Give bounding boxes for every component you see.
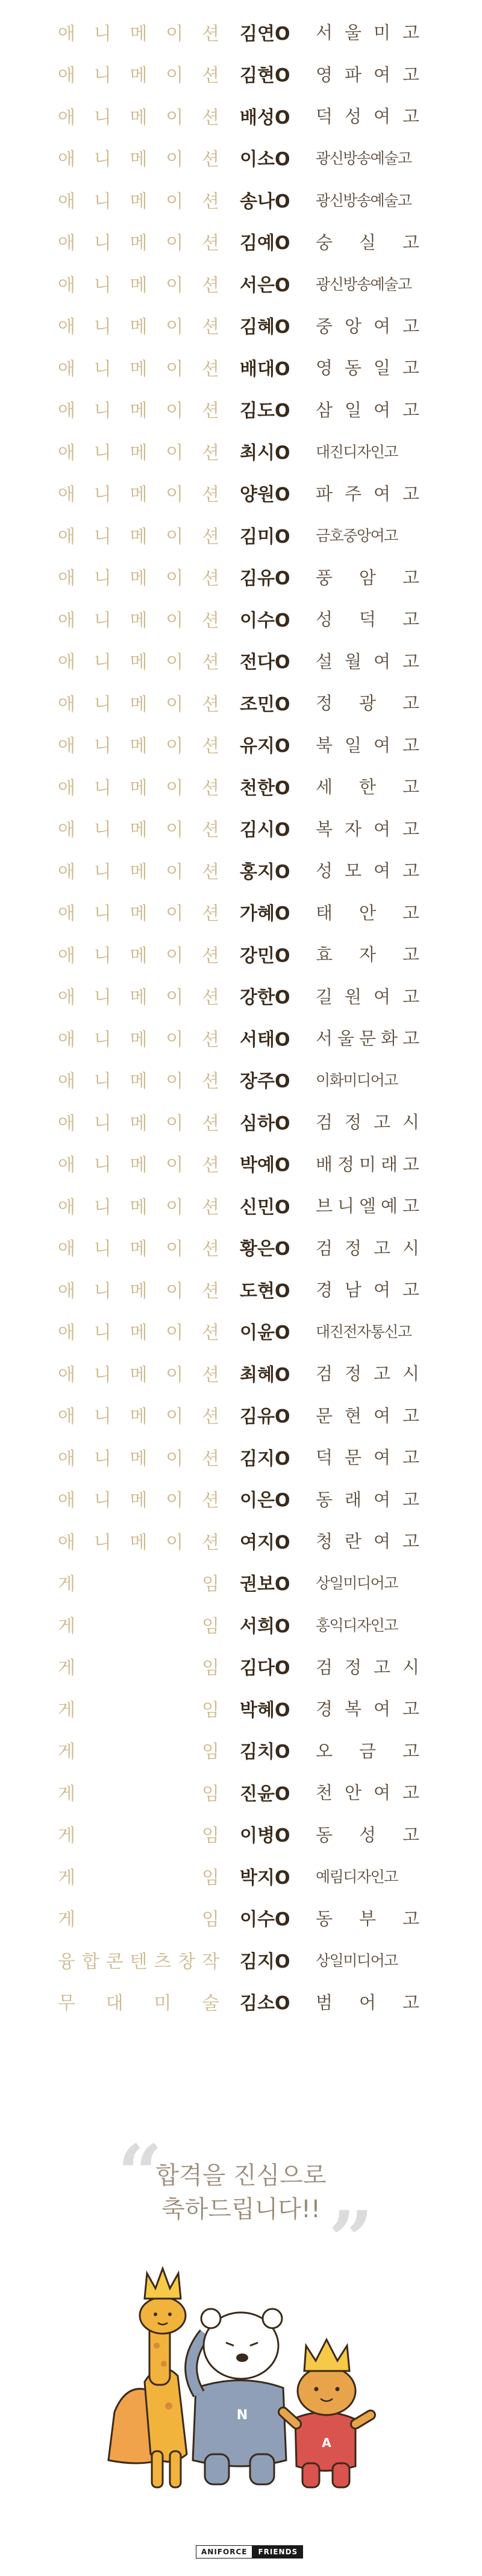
school-name: 검 정 고 시 (316, 1237, 419, 1258)
list-item (0, 1897, 482, 1939)
student-name: 김예O (240, 233, 290, 254)
department-label: 애 니 메 이 션 (58, 65, 219, 87)
student-name: 서은O (240, 274, 290, 296)
department-label: 애 니 메 이 션 (58, 610, 219, 631)
department-label: 게 임 (58, 1615, 219, 1637)
list-item (0, 305, 482, 347)
student-name: 김시O (240, 819, 290, 841)
list-item (0, 1813, 482, 1855)
student-name: 김지O (240, 1951, 290, 1972)
school-name: 상일미디어고 (316, 1951, 398, 1969)
department-label: 애 니 메 이 션 (58, 1071, 219, 1093)
list-item (0, 1855, 482, 1897)
svg-text:N: N (236, 2408, 248, 2423)
department-label: 애 니 메 이 션 (58, 945, 219, 967)
list-item (0, 640, 482, 682)
student-name: 배대O (240, 358, 290, 380)
student-name: 박지O (240, 1867, 290, 1889)
department-label: 애 니 메 이 션 (58, 1406, 219, 1428)
department-label: 애 니 메 이 션 (58, 1239, 219, 1260)
school-name: 태 안 고 (316, 902, 419, 923)
school-name: 광신방송예술고 (316, 191, 412, 209)
student-name: 김소O (240, 1993, 290, 2015)
school-name: 광신방송예술고 (316, 275, 412, 293)
department-label: 게 임 (58, 1909, 219, 1931)
department-label: 애 니 메 이 션 (58, 861, 219, 883)
school-name: 영 동 일 고 (316, 358, 419, 379)
student-name: 서태O (240, 1029, 290, 1050)
department-label: 애 니 메 이 션 (58, 568, 219, 590)
department-label: 애 니 메 이 션 (58, 777, 219, 799)
department-label: 게 임 (58, 1825, 219, 1847)
student-name: 가혜O (240, 903, 290, 925)
list-item (0, 11, 482, 53)
svg-text:A: A (322, 2436, 331, 2450)
closing-section (0, 2123, 482, 2576)
student-name: 김유O (240, 1406, 290, 1428)
department-label: 애 니 메 이 션 (58, 442, 219, 464)
student-name: 전다O (240, 652, 290, 674)
school-name: 검 정 고 시 (316, 1656, 419, 1678)
list-item (0, 1394, 482, 1436)
department-label: 애 니 메 이 션 (58, 191, 219, 212)
list-item (0, 1478, 482, 1520)
student-name: 강민O (240, 945, 290, 967)
student-name: 김다O (240, 1658, 290, 1679)
list-item (0, 1352, 482, 1394)
list-item (0, 388, 482, 431)
list-item (0, 221, 482, 263)
department-label: 무 대 미 술 (58, 1993, 219, 2015)
school-name: 범 어 고 (316, 1992, 419, 2013)
crown-icon (304, 2340, 349, 2371)
school-name: 상일미디어고 (316, 1574, 398, 1593)
student-name: 양원O (240, 484, 290, 506)
logo-part-1: ANIFORCE (196, 2545, 252, 2559)
department-label: 애 니 메 이 션 (58, 1532, 219, 1553)
list-item (0, 346, 482, 388)
close-quote-mark: ” (328, 2194, 374, 2286)
department-label: 애 니 메 이 션 (58, 1113, 219, 1134)
list-item (0, 1226, 482, 1269)
student-name: 이소O (240, 149, 290, 171)
school-name: 세 한 고 (316, 777, 419, 798)
student-name: 황은O (240, 1239, 290, 1260)
student-name: 도현O (240, 1280, 290, 1302)
department-label: 게 임 (58, 1699, 219, 1721)
department-label: 게 임 (58, 1783, 219, 1805)
department-label: 애 니 메 이 션 (58, 1196, 219, 1218)
department-label: 애 니 메 이 션 (58, 1155, 219, 1176)
department-label: 애 니 메 이 션 (58, 107, 219, 128)
department-label: 애 니 메 이 션 (58, 987, 219, 1009)
department-label: 애 니 메 이 션 (58, 358, 219, 380)
school-name: 문 현 여 고 (316, 1405, 419, 1426)
school-name: 이화미디어고 (316, 1072, 398, 1090)
department-label: 애 니 메 이 션 (58, 526, 219, 548)
school-name: 검 정 고 시 (316, 1112, 419, 1133)
department-label: 애 니 메 이 션 (58, 1364, 219, 1386)
student-name: 김유O (240, 568, 290, 590)
student-name: 이은O (240, 1490, 290, 1512)
school-name: 효 자 고 (316, 944, 419, 965)
aniforce-friends-logo (196, 2545, 303, 2559)
list-item (0, 556, 482, 598)
congrats-message (0, 2159, 482, 2226)
congrats-line-1: 합격을 진심으로 (155, 2162, 327, 2189)
student-name: 최시O (240, 442, 290, 464)
student-name: 이병O (240, 1825, 290, 1847)
school-name: 동 부 고 (316, 1908, 419, 1929)
congrats-line-2: 축하드립니다!! (161, 2196, 321, 2223)
list-item (0, 137, 482, 179)
student-name: 박예O (240, 1155, 290, 1176)
school-name: 덕 문 여 고 (316, 1447, 419, 1468)
list-item (0, 1562, 482, 1604)
school-name: 예림디자인고 (316, 1867, 398, 1886)
department-label: 애 니 메 이 션 (58, 1322, 219, 1344)
list-item (0, 891, 482, 933)
crown-icon (145, 2268, 181, 2299)
list-item (0, 1017, 482, 1059)
school-name: 브 니 엘 예 고 (316, 1196, 419, 1217)
list-item (0, 1771, 482, 1813)
school-name: 중 앙 여 고 (316, 315, 419, 336)
list-item (0, 1059, 482, 1101)
school-name: 오 금 고 (316, 1740, 419, 1761)
school-name: 길 원 여 고 (316, 986, 419, 1007)
list-item (0, 1184, 482, 1226)
department-label: 애 니 메 이 션 (58, 484, 219, 506)
department-label: 애 니 메 이 션 (58, 274, 219, 296)
school-name: 대진디자인고 (316, 443, 398, 461)
list-item (0, 1268, 482, 1310)
school-name: 숭 실 고 (316, 232, 419, 253)
school-name: 서 울 미 고 (316, 22, 419, 43)
logo-part-2: FRIENDS (252, 2545, 303, 2559)
department-label: 애 니 메 이 션 (58, 736, 219, 757)
school-name: 동 성 고 (316, 1824, 419, 1845)
list-item (0, 1687, 482, 1729)
list-item (0, 1646, 482, 1688)
list-item (0, 807, 482, 850)
list-item (0, 1143, 482, 1185)
student-name: 천한O (240, 777, 290, 799)
school-name: 청 란 여 고 (316, 1531, 419, 1552)
list-item (0, 1729, 482, 1772)
school-name: 풍 암 고 (316, 567, 419, 588)
department-label: 게 임 (58, 1867, 219, 1889)
student-name: 이윤O (240, 1322, 290, 1344)
school-name: 설 월 여 고 (316, 651, 419, 672)
list-item (0, 1100, 482, 1143)
department-label: 애 니 메 이 션 (58, 1029, 219, 1050)
school-name: 홍익디자인고 (316, 1616, 398, 1634)
student-name: 김혜O (240, 317, 290, 338)
department-label: 애 니 메 이 션 (58, 819, 219, 841)
bear-character-icon (191, 2309, 286, 2484)
department-label: 애 니 메 이 션 (58, 693, 219, 715)
department-label: 게 임 (58, 1574, 219, 1596)
school-name: 금호중앙여고 (316, 526, 398, 545)
student-name: 장주O (240, 1071, 290, 1093)
list-item (0, 975, 482, 1017)
student-name: 김현O (240, 65, 290, 87)
student-name: 김미O (240, 526, 290, 548)
list-item (0, 1603, 482, 1646)
school-name: 경 남 여 고 (316, 1280, 419, 1301)
student-name: 이수O (240, 610, 290, 631)
school-name: 대진전자통신고 (316, 1323, 412, 1341)
list-item (0, 472, 482, 514)
school-name: 서 울 문 화 고 (316, 1028, 419, 1049)
student-name: 권보O (240, 1574, 290, 1596)
department-label: 애 니 메 이 션 (58, 149, 219, 171)
list-item (0, 681, 482, 724)
department-label: 애 니 메 이 션 (58, 903, 219, 925)
student-name: 김치O (240, 1741, 290, 1763)
list-item (0, 1981, 482, 2023)
school-name: 배 정 미 래 고 (316, 1154, 419, 1175)
student-name: 김연O (240, 23, 290, 45)
list-item (0, 514, 482, 556)
department-label: 애 니 메 이 션 (58, 233, 219, 254)
school-name: 정 광 고 (316, 693, 419, 714)
department-label: 게 임 (58, 1658, 219, 1679)
department-label: 애 니 메 이 션 (58, 1280, 219, 1302)
department-label: 애 니 메 이 션 (58, 1448, 219, 1470)
list-item (0, 1520, 482, 1562)
school-name: 동 래 여 고 (316, 1489, 419, 1510)
department-label: 애 니 메 이 션 (58, 652, 219, 674)
open-quote-mark: “ (117, 2127, 163, 2220)
list-item (0, 178, 482, 221)
department-label: 게 임 (58, 1741, 219, 1763)
student-name: 김도O (240, 400, 290, 422)
cat-character-icon (283, 2340, 371, 2487)
department-label: 애 니 메 이 션 (58, 23, 219, 45)
student-name: 홍지O (240, 861, 290, 883)
department-label: 애 니 메 이 션 (58, 1490, 219, 1512)
school-name: 덕 성 여 고 (316, 106, 419, 127)
student-name: 배성O (240, 107, 290, 128)
list-item (0, 95, 482, 137)
giraffe-character-icon (108, 2268, 187, 2487)
school-name: 성 덕 고 (316, 609, 419, 630)
mascot-characters-illustration (102, 2261, 380, 2514)
student-name: 김지O (240, 1448, 290, 1470)
student-name: 박혜O (240, 1699, 290, 1721)
student-name: 여지O (240, 1532, 290, 1553)
student-name: 최혜O (240, 1364, 290, 1386)
list-item (0, 724, 482, 766)
student-name: 이수O (240, 1909, 290, 1931)
student-name: 서희O (240, 1615, 290, 1637)
list-item (0, 1436, 482, 1478)
student-name: 심하O (240, 1113, 290, 1134)
school-name: 검 정 고 시 (316, 1363, 419, 1384)
school-name: 삼 일 여 고 (316, 399, 419, 420)
department-label: 애 니 메 이 션 (58, 317, 219, 338)
school-name: 천 안 여 고 (316, 1782, 419, 1804)
department-label: 애 니 메 이 션 (58, 400, 219, 422)
list-item (0, 933, 482, 975)
student-name: 조민O (240, 693, 290, 715)
list-item (0, 765, 482, 807)
student-name: 강한O (240, 987, 290, 1009)
student-name: 진윤O (240, 1783, 290, 1805)
school-name: 성 모 여 고 (316, 860, 419, 882)
school-name: 경 복 여 고 (316, 1699, 419, 1720)
department-label: 융 합 콘 텐 츠 창 작 (58, 1951, 219, 1972)
student-name: 송나O (240, 191, 290, 212)
list-item (0, 262, 482, 305)
list-item (0, 430, 482, 472)
school-name: 파 주 여 고 (316, 483, 419, 504)
list-item (0, 598, 482, 640)
student-name: 유지O (240, 736, 290, 757)
list-item (0, 1310, 482, 1353)
student-name: 신민O (240, 1196, 290, 1218)
list-item (0, 1939, 482, 1981)
list-item (0, 849, 482, 891)
list-item (0, 53, 482, 95)
school-name: 영 파 여 고 (316, 64, 419, 85)
school-name: 복 자 여 고 (316, 818, 419, 839)
school-name: 북 일 여 고 (316, 734, 419, 756)
school-name: 광신방송예술고 (316, 150, 412, 168)
